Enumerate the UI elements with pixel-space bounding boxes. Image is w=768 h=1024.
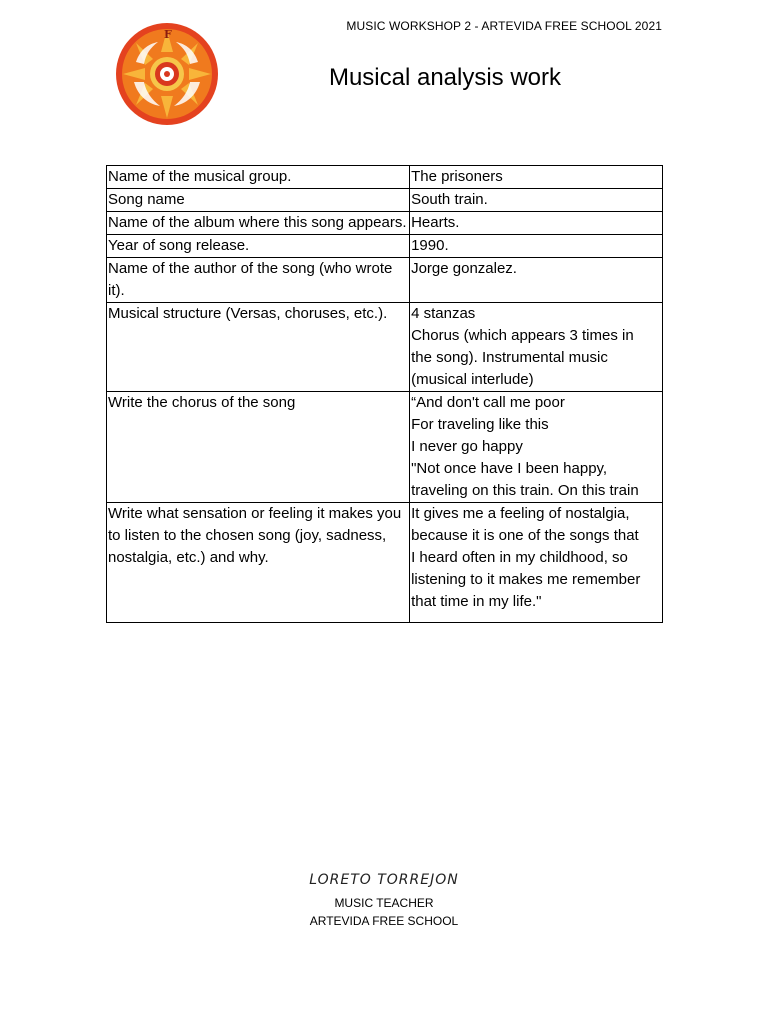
answer-line: “And don't call me poor <box>411 394 565 411</box>
table-row <box>107 189 663 212</box>
analysis-table <box>106 165 663 623</box>
answer-cell <box>410 503 663 623</box>
answer-cell <box>410 235 663 258</box>
answer-line: South train. <box>411 191 488 208</box>
answer-line: The prisoners <box>411 168 503 185</box>
answer-line: that time in my life." <box>411 593 542 610</box>
table-row <box>107 258 663 303</box>
table-row <box>107 303 663 392</box>
question-cell: Name of the album where this song appears. <box>107 212 410 235</box>
question-cell: Musical structure (Versas, choruses, etc.). <box>107 303 410 392</box>
answer-line: traveling on this train. On this train <box>411 482 639 499</box>
table-row <box>107 235 663 258</box>
table-row <box>107 212 663 235</box>
document-header: MUSIC WORKSHOP 2 - ARTEVIDA FREE SCHOOL 2021 <box>346 19 662 33</box>
answer-line: the song). Instrumental music <box>411 349 608 366</box>
answer-line: 1990. <box>411 237 449 254</box>
school-name: ARTEVIDA FREE SCHOOL <box>309 914 459 928</box>
answer-line: "Not once have I been happy, <box>411 460 608 477</box>
question-cell: Write the chorus of the song <box>107 392 410 503</box>
table-row <box>107 166 663 189</box>
answer-cell <box>410 303 663 392</box>
answer-line: Jorge gonzalez. <box>411 260 517 277</box>
answer-cell <box>410 258 663 303</box>
table-row <box>107 503 663 623</box>
page-title: Musical analysis work <box>328 64 562 91</box>
question-cell: Name of the musical group. <box>107 166 410 189</box>
table-row <box>107 392 663 503</box>
svg-text:F: F <box>164 28 172 41</box>
answer-line: Chorus (which appears 3 times in <box>411 327 634 344</box>
answer-line: It gives me a feeling of nostalgia, <box>411 505 630 522</box>
question-cell: Name of the author of the song (who wrote it). <box>107 258 410 303</box>
question-cell: Write what sensation or feeling it makes you to listen to the chosen song (joy, sadness, nostalgia, etc.) and why. <box>107 503 410 623</box>
answer-line: For traveling like this <box>411 416 549 433</box>
teacher-role: MUSIC TEACHER <box>334 896 434 910</box>
answer-cell <box>410 189 663 212</box>
footer <box>0 872 768 930</box>
teacher-signature: LORETO TORREJON <box>309 872 459 888</box>
question-cell: Year of song release. <box>107 235 410 258</box>
answer-line: I heard often in my childhood, so <box>411 549 628 566</box>
answer-line: listening to it makes me remember <box>411 571 641 588</box>
answer-line: I never go happy <box>411 438 523 455</box>
answer-line: (musical interlude) <box>411 371 534 388</box>
answer-line: 4 stanzas <box>411 305 476 322</box>
answer-line: Hearts. <box>411 214 460 231</box>
answer-cell <box>410 212 663 235</box>
answer-line: because it is one of the songs that <box>411 527 639 544</box>
answer-cell <box>410 166 663 189</box>
answer-cell <box>410 392 663 503</box>
question-cell: Song name <box>107 189 410 212</box>
